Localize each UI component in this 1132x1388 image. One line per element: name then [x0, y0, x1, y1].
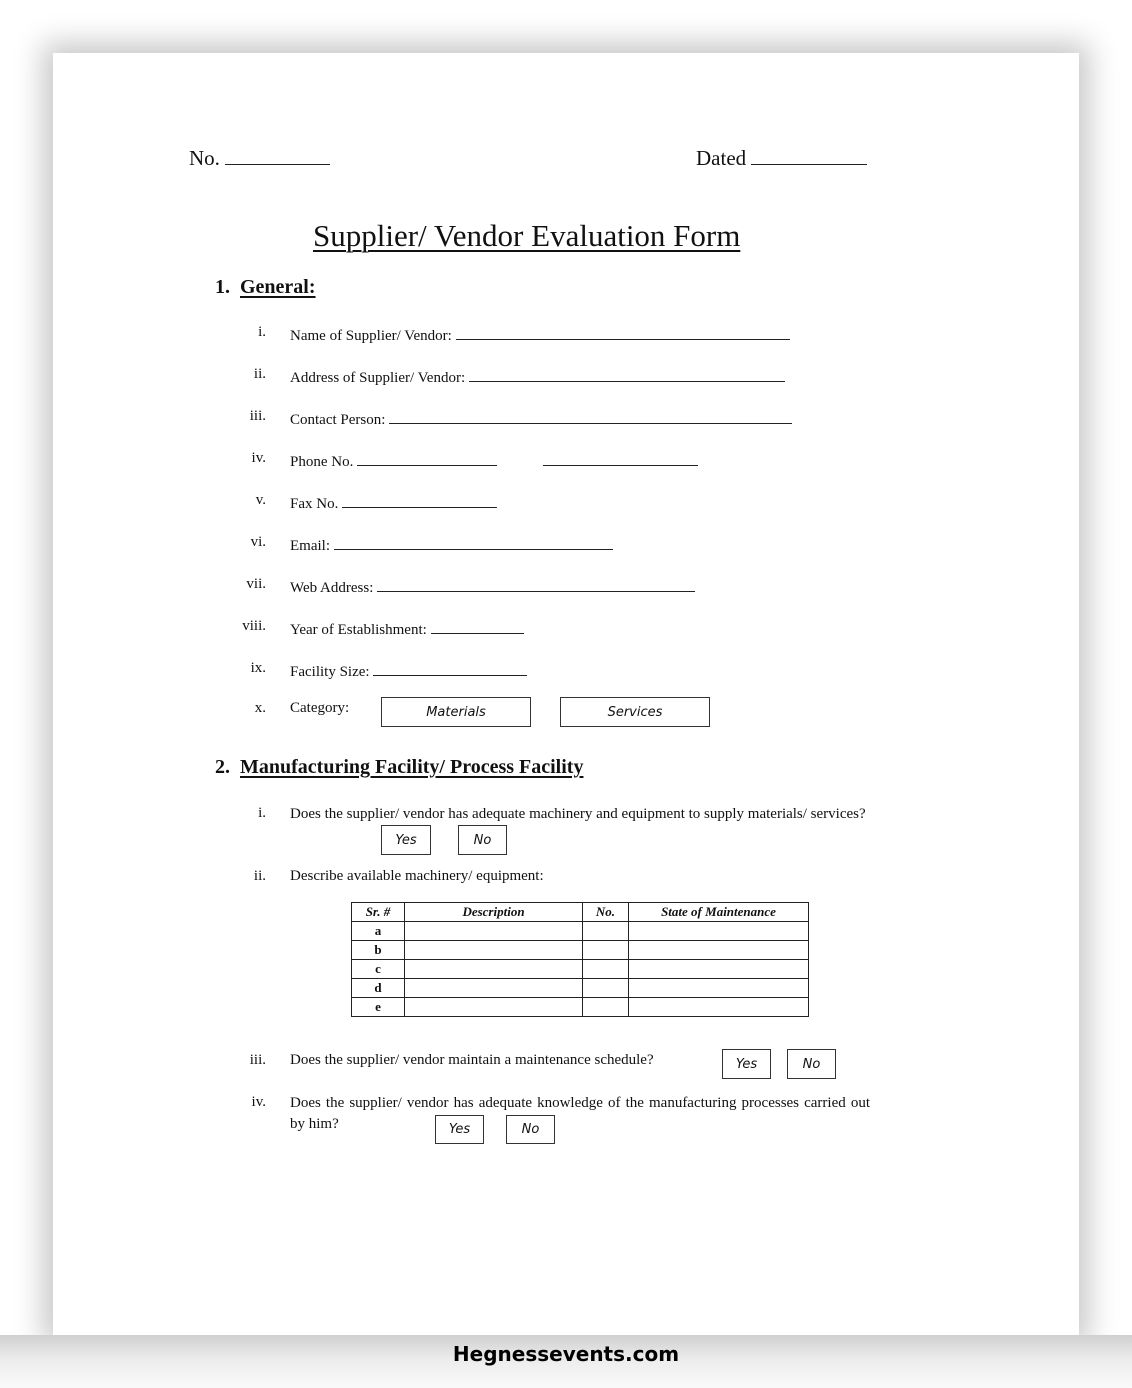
- item-numeral: ii.: [253, 868, 266, 884]
- item-numeral: iv.: [251, 1094, 266, 1110]
- cell-description[interactable]: [405, 998, 583, 1017]
- cell-sr: e: [352, 998, 405, 1017]
- cell-state[interactable]: [629, 960, 809, 979]
- knowledge-no-option[interactable]: No: [506, 1115, 555, 1144]
- item-numeral: i.: [258, 324, 266, 340]
- field-label: Email:: [290, 538, 330, 554]
- col-header-state: State of Maintenance: [629, 903, 809, 922]
- cell-no[interactable]: [583, 922, 629, 941]
- cell-description[interactable]: [405, 960, 583, 979]
- field-supplier-address[interactable]: [290, 366, 785, 387]
- supplier-address-blank[interactable]: [469, 366, 785, 382]
- table-row: [352, 941, 809, 960]
- number-field[interactable]: [189, 146, 330, 171]
- dated-blank[interactable]: [751, 149, 867, 165]
- item-numeral: vii.: [246, 576, 266, 592]
- table-row: [352, 960, 809, 979]
- contact-person-blank[interactable]: [389, 408, 792, 424]
- cell-description[interactable]: [405, 979, 583, 998]
- cell-description[interactable]: [405, 922, 583, 941]
- item-numeral: iii.: [249, 1052, 266, 1068]
- supplier-name-blank[interactable]: [456, 324, 790, 340]
- maintenance-no-option[interactable]: No: [787, 1049, 836, 1079]
- table-row: [352, 998, 809, 1017]
- field-email[interactable]: [290, 534, 613, 555]
- item-numeral: ix.: [250, 660, 266, 676]
- item-numeral: i.: [258, 805, 266, 821]
- cell-sr: d: [352, 979, 405, 998]
- question-describe-machinery: Describe available machinery/ equipment:: [290, 868, 544, 884]
- cell-state[interactable]: [629, 979, 809, 998]
- section-title: General:: [240, 276, 316, 298]
- field-web-address[interactable]: [290, 576, 695, 597]
- watermark-text: Hegnessevents.com: [452, 1342, 680, 1366]
- knowledge-yes-option[interactable]: Yes: [435, 1115, 484, 1144]
- document-page: [53, 53, 1079, 1335]
- cell-state[interactable]: [629, 922, 809, 941]
- section-title: Manufacturing Facility/ Process Facility: [240, 756, 584, 778]
- web-address-blank[interactable]: [377, 576, 695, 592]
- fax-blank[interactable]: [342, 492, 497, 508]
- phone-blank-1[interactable]: [357, 450, 497, 466]
- question-maintenance-schedule: Does the supplier/ vendor maintain a maintenance schedule?: [290, 1052, 654, 1068]
- cell-no[interactable]: [583, 979, 629, 998]
- dated-field[interactable]: [696, 146, 867, 171]
- section-number: 1.: [215, 276, 230, 298]
- facility-size-blank[interactable]: [373, 660, 527, 676]
- item-numeral: iv.: [251, 450, 266, 466]
- field-label: Phone No.: [290, 454, 354, 470]
- field-fax[interactable]: [290, 492, 497, 513]
- maintenance-yes-option[interactable]: Yes: [722, 1049, 771, 1079]
- table-row: [352, 979, 809, 998]
- col-header-description: Description: [405, 903, 583, 922]
- cell-state[interactable]: [629, 998, 809, 1017]
- section-number: 2.: [215, 756, 230, 778]
- page-title: Supplier/ Vendor Evaluation Form: [313, 218, 741, 253]
- question-adequate-machinery: Does the supplier/ vendor has adequate machinery and equipment to supply materials/ services?: [290, 806, 866, 822]
- cell-description[interactable]: [405, 941, 583, 960]
- cell-state[interactable]: [629, 941, 809, 960]
- field-facility-size[interactable]: [290, 660, 527, 681]
- field-phone[interactable]: [290, 450, 698, 471]
- field-year-established[interactable]: [290, 618, 524, 639]
- table-row: [352, 922, 809, 941]
- item-numeral: iii.: [249, 408, 266, 424]
- item-numeral: ii.: [253, 366, 266, 382]
- field-contact-person[interactable]: [290, 408, 792, 429]
- field-label: Contact Person:: [290, 412, 386, 428]
- cell-no[interactable]: [583, 960, 629, 979]
- field-supplier-name[interactable]: [290, 324, 790, 345]
- number-blank[interactable]: [225, 149, 330, 165]
- field-label-category: Category:: [290, 700, 350, 716]
- cell-no[interactable]: [583, 941, 629, 960]
- table-header-row: [352, 903, 809, 922]
- item-numeral: x.: [254, 700, 266, 716]
- field-label: Year of Establishment:: [290, 622, 427, 638]
- item-numeral: viii.: [242, 618, 266, 634]
- field-label: Facility Size:: [290, 664, 370, 680]
- cell-no[interactable]: [583, 998, 629, 1017]
- email-blank[interactable]: [334, 534, 613, 550]
- category-materials-option[interactable]: Materials: [381, 697, 531, 727]
- col-header-no: No.: [583, 903, 629, 922]
- number-label: No.: [189, 146, 220, 170]
- machinery-yes-option[interactable]: Yes: [381, 825, 431, 855]
- year-established-blank[interactable]: [431, 618, 524, 634]
- field-label: Address of Supplier/ Vendor:: [290, 370, 466, 386]
- cell-sr: c: [352, 960, 405, 979]
- field-label: Name of Supplier/ Vendor:: [290, 328, 452, 344]
- equipment-table: [351, 902, 809, 1017]
- phone-blank-2[interactable]: [543, 450, 698, 466]
- section-heading-manufacturing: [215, 756, 583, 779]
- cell-sr: b: [352, 941, 405, 960]
- machinery-no-option[interactable]: No: [458, 825, 507, 855]
- question-process-knowledge: Does the supplier/ vendor has adequate knowledge of the manufacturing processes carried out by him?: [290, 1095, 870, 1132]
- item-numeral: v.: [255, 492, 266, 508]
- col-header-sr: Sr. #: [352, 903, 405, 922]
- dated-label: Dated: [696, 146, 747, 170]
- section-heading-general: [215, 276, 316, 299]
- category-services-option[interactable]: Services: [560, 697, 710, 727]
- field-label: Fax No.: [290, 496, 339, 512]
- cell-sr: a: [352, 922, 405, 941]
- item-numeral: vi.: [250, 534, 266, 550]
- field-label: Web Address:: [290, 580, 374, 596]
